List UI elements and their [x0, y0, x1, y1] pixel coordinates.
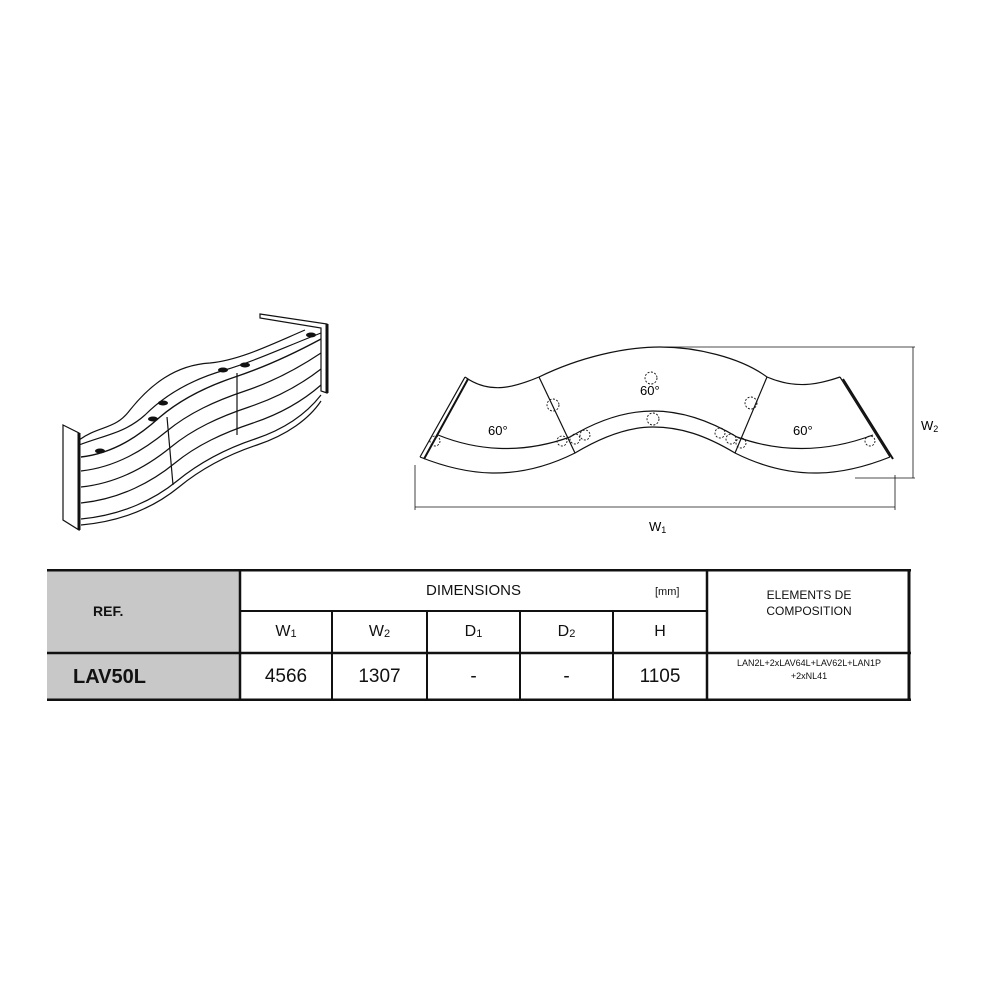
desk-plan-drawing: [405, 335, 950, 540]
value-w1: 4566: [264, 666, 308, 687]
column-header-h: H: [654, 623, 666, 640]
value-d1: -: [470, 666, 477, 687]
column-header-w1: W 1: [275, 623, 297, 640]
desk-perspective-drawing: [55, 305, 340, 535]
table-grid: [47, 569, 911, 701]
plan-angle-center: 60°: [640, 383, 660, 398]
specification-table: [47, 569, 911, 701]
plan-w1-label: W1: [649, 519, 667, 535]
plan-w2-label: W2: [921, 418, 939, 434]
elements-line-1: LAN2L+2xLAV64L+LAV62L+LAN1P: [736, 658, 882, 668]
ref-header: REF.: [47, 569, 240, 653]
plan-angle-right: 60°: [793, 423, 813, 438]
column-header-d1: D 1: [464, 623, 483, 640]
value-h: 1105: [639, 666, 681, 687]
plan-angle-left: 60°: [488, 423, 508, 438]
column-header-d2: D 2: [557, 623, 576, 640]
elements-header: ELEMENTS DE COMPOSITION: [766, 588, 852, 618]
unit-label: [mm]: [655, 586, 680, 598]
elements-line-2: +2xNL41: [790, 671, 828, 681]
dimensions-title: DIMENSIONS: [425, 581, 521, 599]
value-d2: -: [563, 666, 570, 687]
value-w2: 1307: [358, 666, 401, 687]
ref-value: LAV50L: [47, 653, 240, 701]
column-header-w2: W 2: [368, 623, 391, 640]
